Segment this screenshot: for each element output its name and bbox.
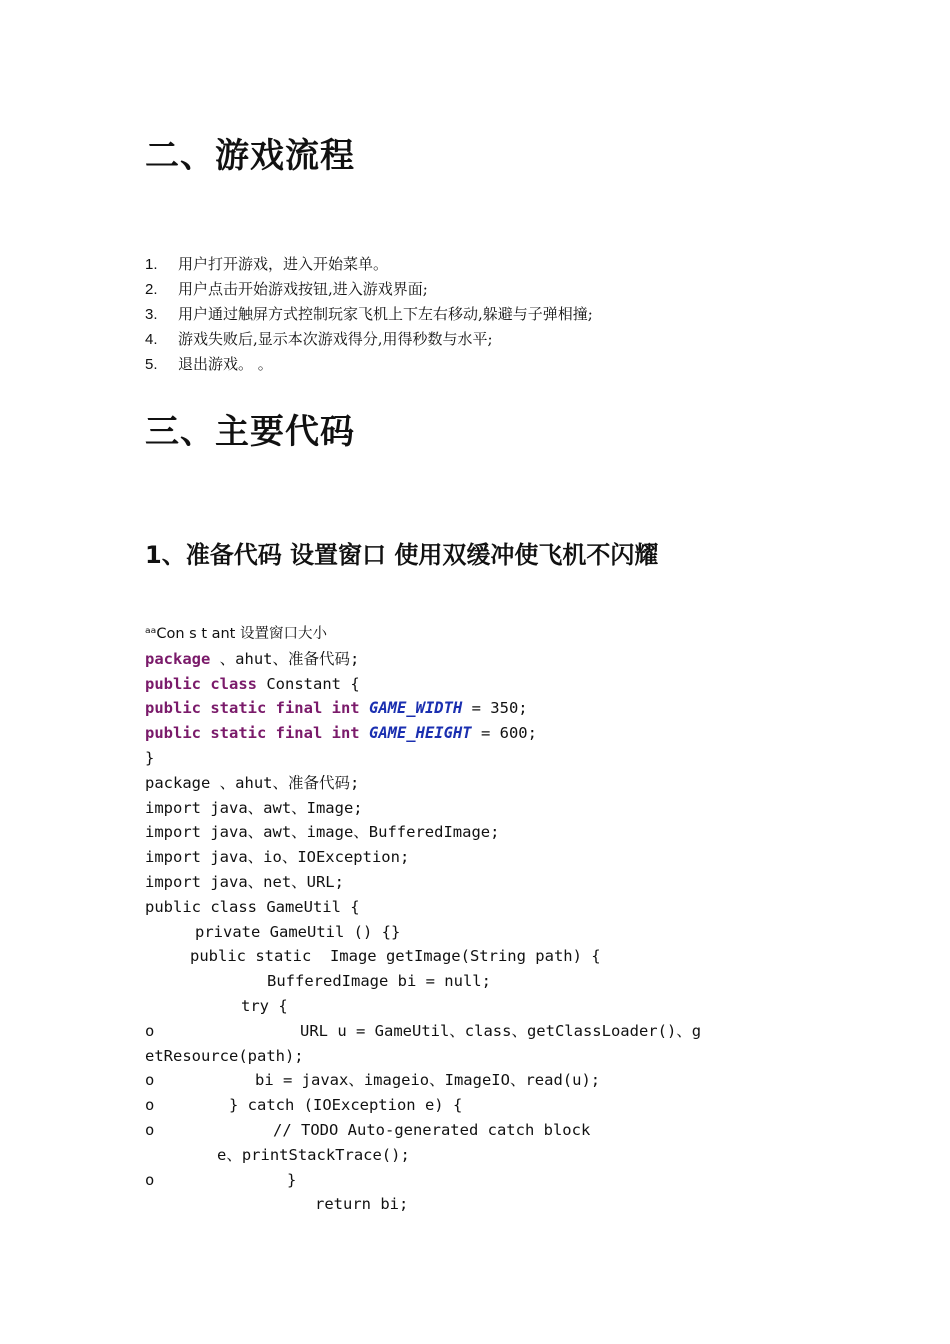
list-text: 用户点击开始游戏按钮,进入游戏界面; bbox=[178, 280, 428, 298]
code-text: URL u = GameUtil、class、getClassLoader()、g bbox=[300, 1021, 702, 1040]
code-line: import java、awt、image、BufferedImage; bbox=[145, 823, 500, 842]
code-text: // TODO Auto-generated catch block bbox=[273, 1120, 591, 1139]
code-constant: GAME_HEIGHT bbox=[368, 724, 472, 743]
code-text: 、ahut、准备代码; bbox=[210, 649, 360, 668]
section-heading-main-code: 三、主要代码 bbox=[145, 412, 355, 452]
code-line: return bi; bbox=[315, 1195, 409, 1214]
code-line: etResource(path); bbox=[145, 1046, 304, 1065]
code-line: public static Image getImage(String path) { bbox=[190, 947, 601, 966]
list-item bbox=[145, 327, 593, 352]
list-item bbox=[145, 277, 593, 302]
code-keyword: public bbox=[145, 674, 201, 693]
code-keyword: package bbox=[145, 649, 211, 668]
code-text: = 350; bbox=[462, 699, 528, 718]
bullet-marker: o bbox=[145, 1021, 155, 1040]
bullet-marker: o bbox=[145, 1096, 155, 1115]
code-text: = 600; bbox=[471, 724, 537, 743]
code-line: try { bbox=[241, 996, 288, 1015]
list-number: 3. bbox=[145, 306, 158, 323]
code-keyword: public static final int bbox=[145, 699, 360, 718]
list-item bbox=[145, 352, 593, 377]
code-line bbox=[145, 1118, 845, 1143]
code-line bbox=[145, 1068, 845, 1093]
code-text: Constant { bbox=[257, 674, 360, 693]
code-line bbox=[145, 721, 845, 746]
code-intro-line: ᵃᵃCon s t ant 设置窗口大小 bbox=[145, 626, 327, 642]
list-item bbox=[145, 252, 593, 277]
code-line: import java、io、IOException; bbox=[145, 848, 410, 867]
list-number: 4. bbox=[145, 331, 158, 348]
code-line bbox=[145, 1019, 845, 1044]
code-line bbox=[145, 696, 845, 721]
list-number: 2. bbox=[145, 281, 158, 298]
list-text: 游戏失败后,显示本次游戏得分,用得秒数与水平; bbox=[178, 330, 493, 348]
code-line bbox=[145, 672, 845, 697]
list-text: 用户打开游戏，进入开始菜单。 bbox=[178, 255, 389, 273]
bullet-marker: o bbox=[145, 1120, 155, 1139]
code-keyword: public static final int bbox=[145, 724, 360, 743]
bullet-marker: o bbox=[145, 1071, 155, 1090]
list-item bbox=[145, 302, 593, 327]
code-line: import java、net、URL; bbox=[145, 872, 344, 891]
code-keyword: class bbox=[210, 674, 258, 693]
code-line bbox=[145, 1093, 845, 1118]
bullet-marker: o bbox=[145, 1170, 155, 1189]
list-number: 5. bbox=[145, 356, 158, 373]
list-text: 退出游戏。 。 bbox=[178, 355, 273, 373]
section-heading-game-flow: 二、游戏流程 bbox=[145, 136, 355, 176]
code-line: e、printStackTrace(); bbox=[217, 1145, 410, 1164]
code-text: } catch (IOException e) { bbox=[229, 1096, 463, 1115]
code-block bbox=[145, 622, 845, 1217]
list-number: 1. bbox=[145, 256, 158, 273]
game-flow-list bbox=[145, 252, 593, 377]
code-line bbox=[145, 1168, 845, 1193]
list-text: 用户通过触屏方式控制玩家飞机上下左右移动,躲避与子弹相撞; bbox=[178, 305, 593, 323]
code-line: private GameUtil () {} bbox=[195, 922, 401, 941]
code-line: BufferedImage bi = null; bbox=[267, 972, 491, 991]
code-line: import java、awt、Image; bbox=[145, 798, 363, 817]
code-line bbox=[145, 647, 845, 672]
code-line: } bbox=[145, 748, 155, 767]
code-line: public class GameUtil { bbox=[145, 897, 360, 916]
code-line: package 、ahut、准备代码; bbox=[145, 773, 360, 792]
subsection-heading: 1、准备代码 设置窗口 使用双缓冲使飞机不闪耀 bbox=[145, 541, 659, 569]
code-text: } bbox=[287, 1170, 297, 1189]
code-constant: GAME_WIDTH bbox=[368, 699, 463, 718]
code-text: bi = javax、imageio、ImageIO、read(u); bbox=[255, 1071, 601, 1090]
